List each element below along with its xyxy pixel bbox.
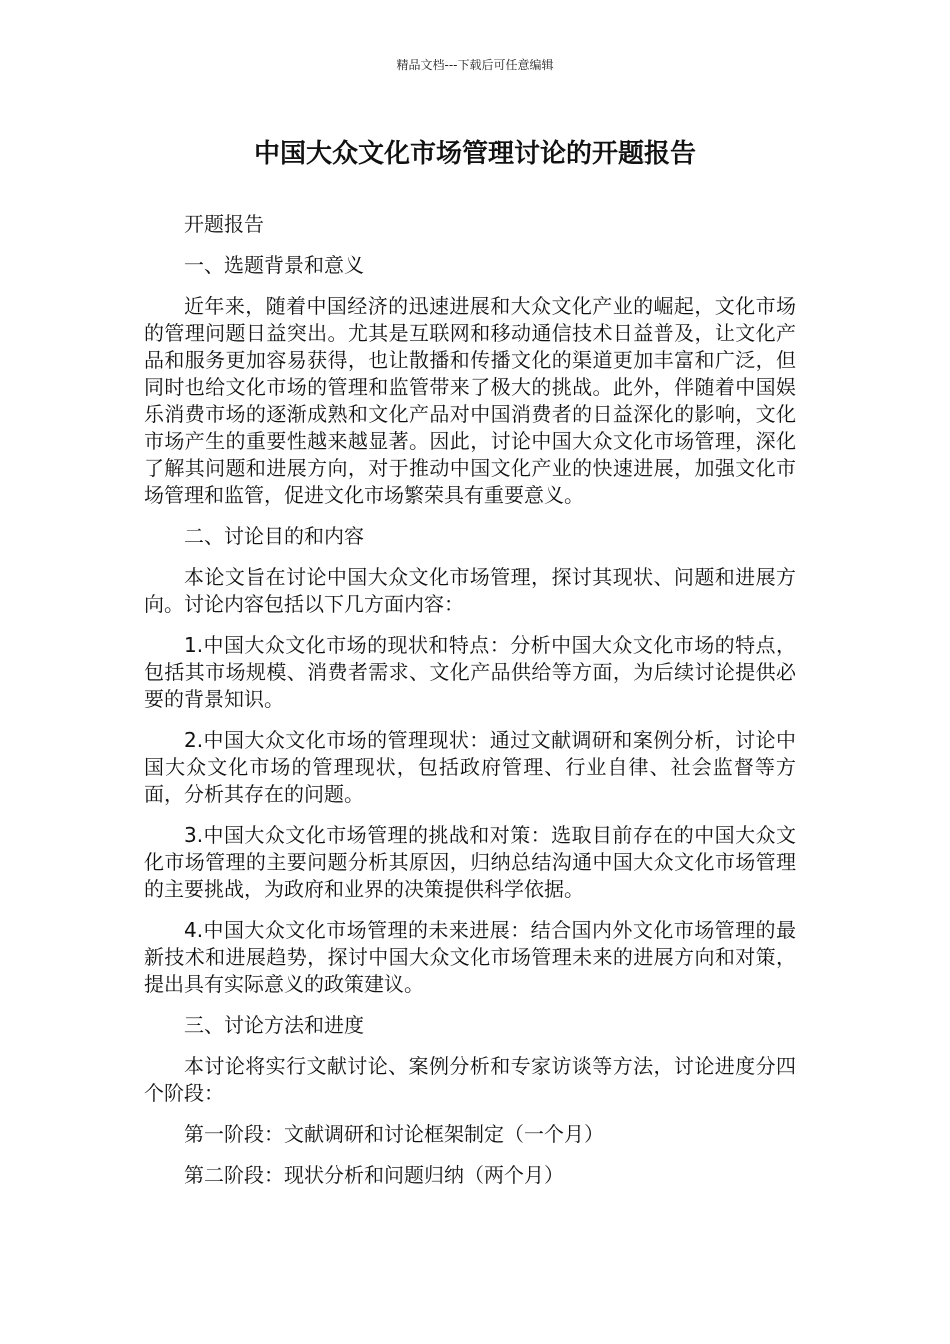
list-item-4: 4.中国大众文化市场管理的未来进展：结合国内外文化市场管理的最新技术和进展趋势，探讨中国大众文化市场管理未来的进展方向和对策，提出具有实际意义的政策建议。 xyxy=(144,918,796,996)
section-heading-purpose: 二、讨论目的和内容 xyxy=(184,524,364,548)
section-heading-method: 三、讨论方法和进度 xyxy=(184,1013,364,1037)
stage-1: 第一阶段：文献调研和讨论框架制定（一个月） xyxy=(184,1122,604,1146)
list-item-1: 1.中国大众文化市场的现状和特点：分析中国大众文化市场的特点，包括其市场规模、消费者需求、文化产品供给等方面，为后续讨论提供必要的背景知识。 xyxy=(144,633,796,711)
stage-2: 第二阶段：现状分析和问题归纳（两个月） xyxy=(184,1163,564,1187)
section-heading-background: 一、选题背景和意义 xyxy=(184,253,364,277)
list-item-3: 3.中国大众文化市场管理的挑战和对策：选取目前存在的中国大众文化市场管理的主要问题分析其原因，归纳总结沟通中国大众文化市场管理的主要挑战，为政府和业界的决策提供科学依据。 xyxy=(144,823,796,901)
paragraph-purpose: 本论文旨在讨论中国大众文化市场管理，探讨其现状、问题和进展方向。讨论内容包括以下几方面内容： xyxy=(144,565,796,616)
page-header-note: 精品文档---下载后可任意编辑 xyxy=(396,58,554,72)
document-body xyxy=(144,211,796,1203)
paragraph-background: 近年来，随着中国经济的迅速进展和大众文化产业的崛起，文化市场的管理问题日益突出。尤其是互联网和移动通信技术日益普及，让文化产品和服务更加容易获得，也让散播和传播文化的渠道更加丰富和广泛，但同时也给文化市场的管理和监管带来了极大的挑战。此外，伴随着中国娱乐消费市场的逐渐成熟和文化产品对中国消费者的日益深化的影响，文化市场产生的重要性越来越显著。因此，讨论中国大众文化市场管理，深化了解其问题和进展方向，对于推动中国文化产业的快速进展，加强文化市场管理和监管，促进文化市场繁荣具有重要意义。 xyxy=(144,294,796,507)
paragraph-method: 本讨论将实行文献讨论、案例分析和专家访谈等方法，讨论进度分四个阶段： xyxy=(144,1054,796,1105)
paragraph-report-label: 开题报告 xyxy=(184,212,264,236)
list-item-2: 2.中国大众文化市场的管理现状：通过文献调研和案例分析，讨论中国大众文化市场的管理现状，包括政府管理、行业自律、社会监督等方面，分析其存在的问题。 xyxy=(144,728,796,806)
document-title: 中国大众文化市场管理讨论的开题报告 xyxy=(253,139,696,169)
